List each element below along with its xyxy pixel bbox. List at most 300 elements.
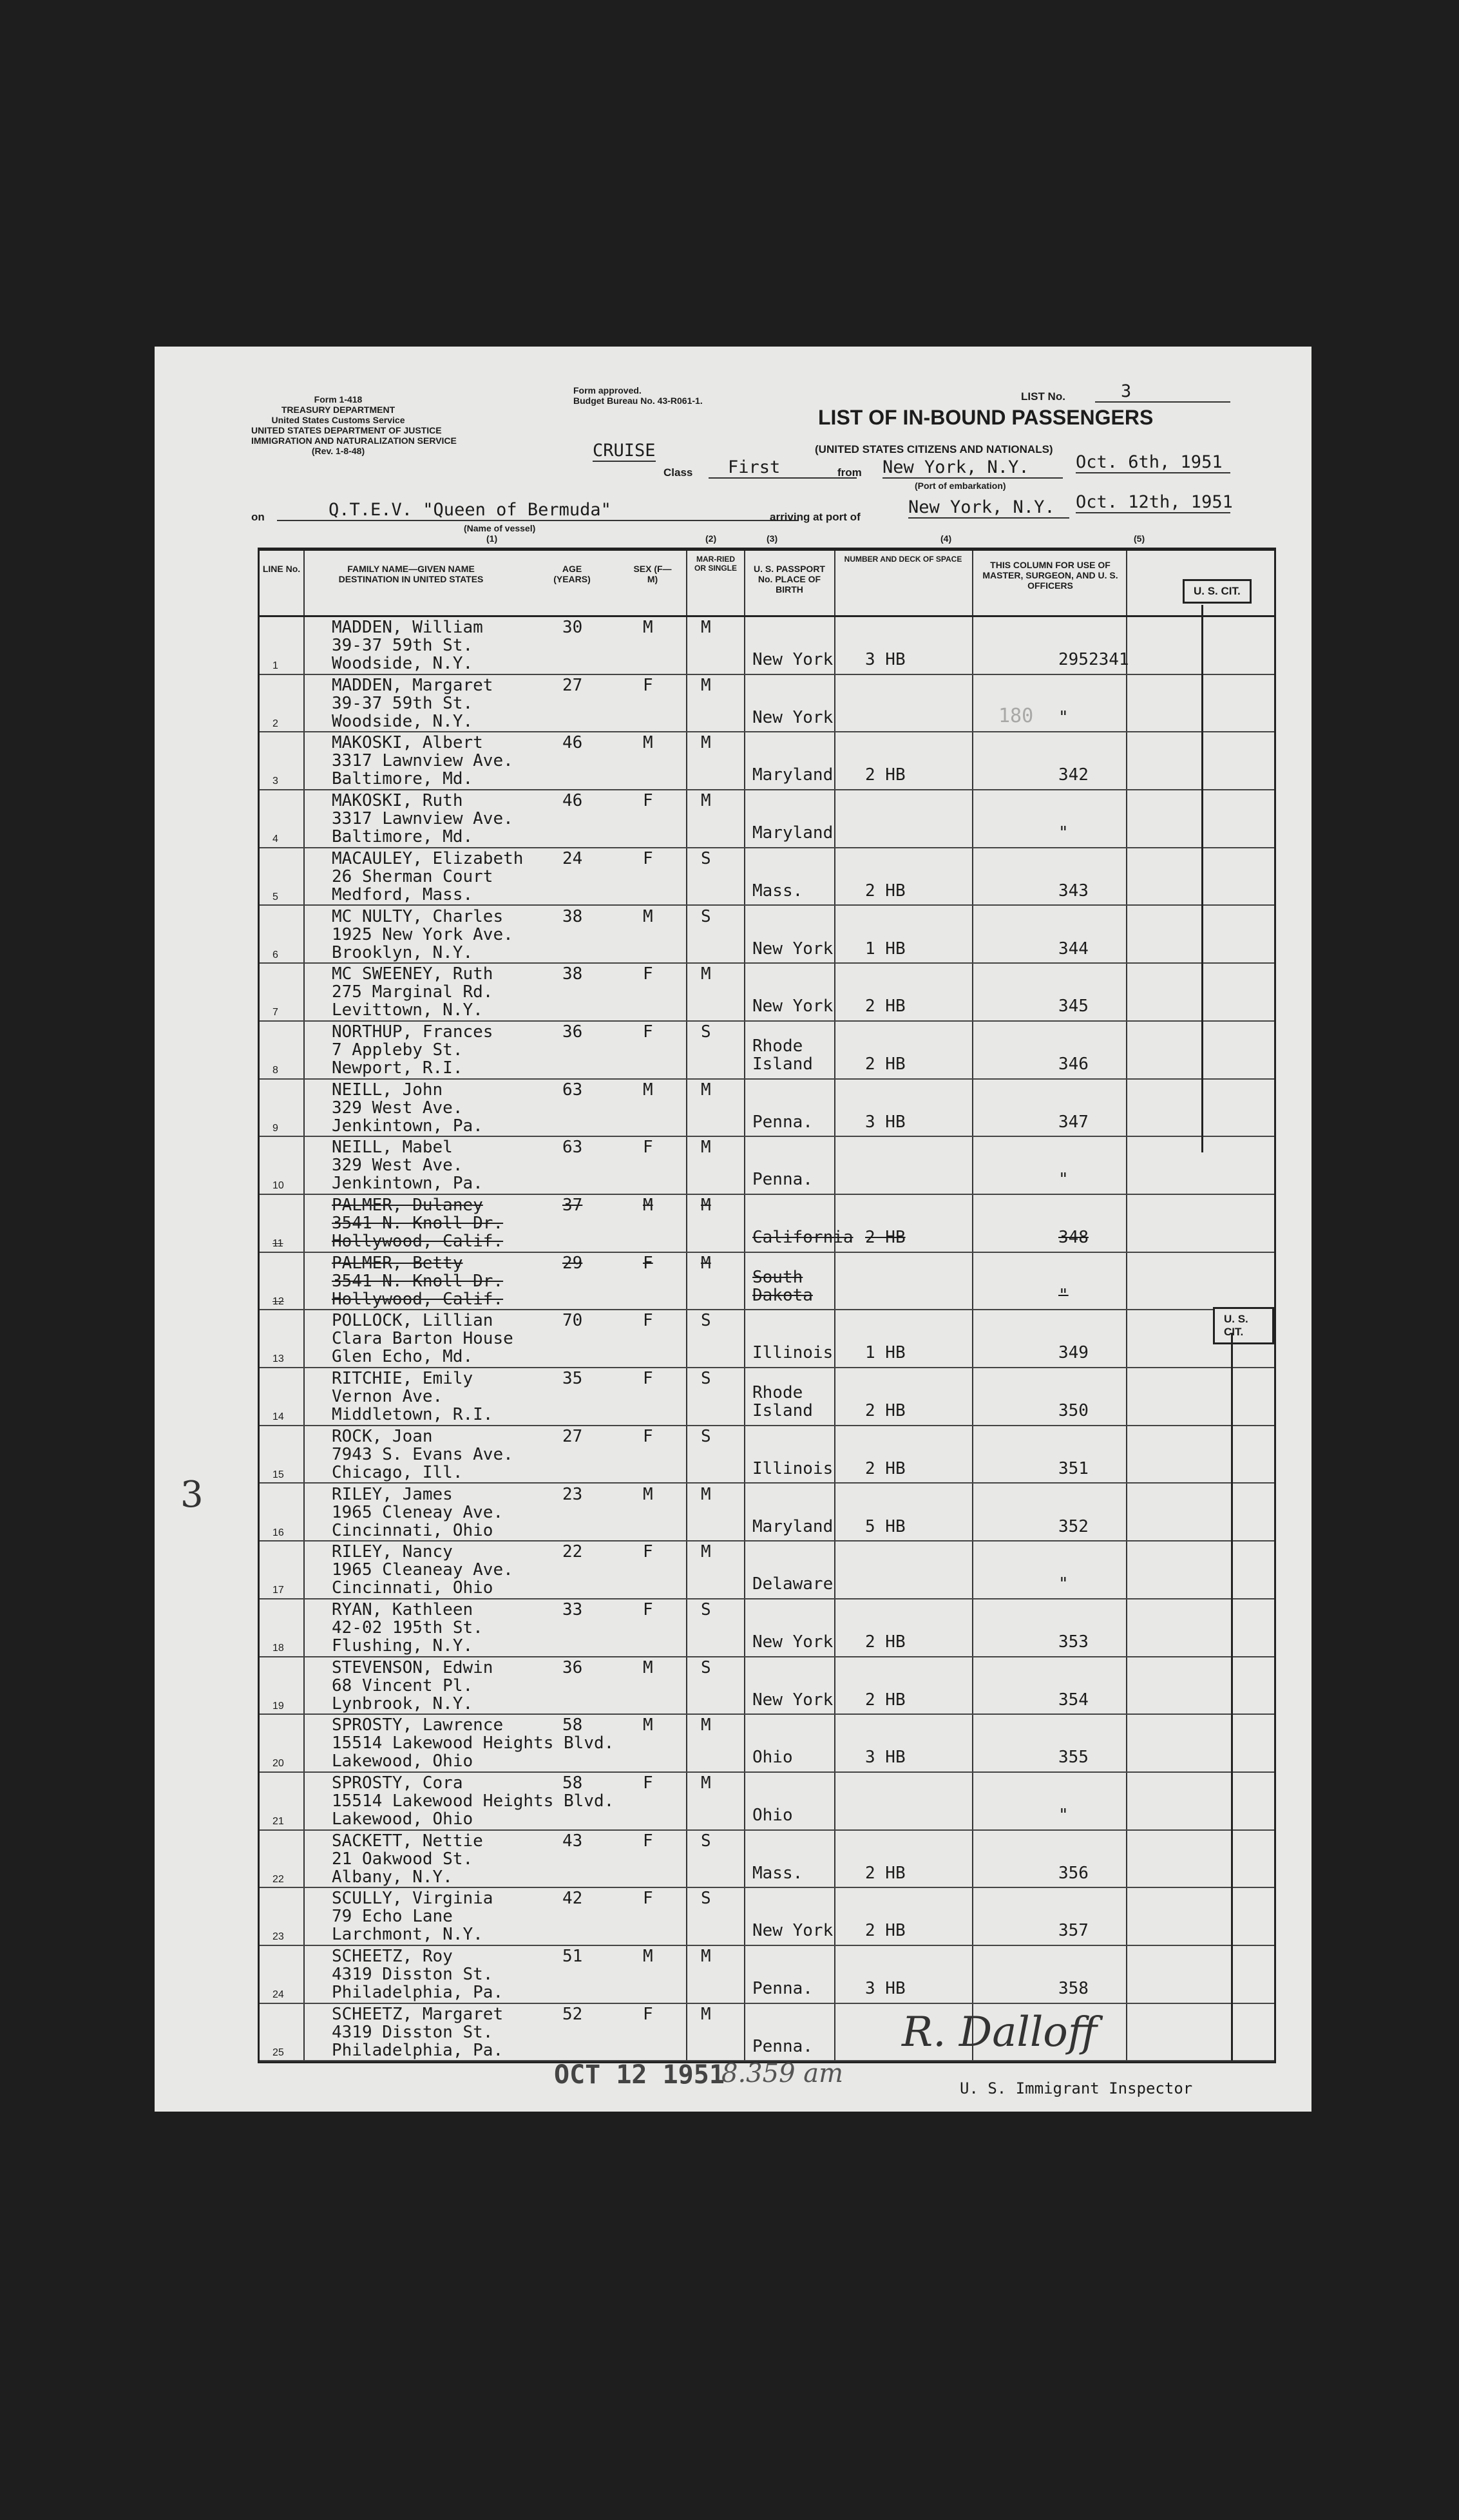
passenger-destination: Lakewood, Ohio <box>332 1809 473 1829</box>
marital-status: M <box>701 1080 711 1100</box>
passenger-address: 3541 N. Knoll Dr. <box>332 1271 504 1291</box>
passenger-sex: F <box>643 1311 653 1331</box>
place-of-birth: Rhode <box>752 1036 803 1056</box>
handwritten-time: 8.359 am <box>721 2059 844 2088</box>
column-number-2: (2) <box>705 533 717 544</box>
form-revision: (Rev. 1-8-48) <box>311 446 365 456</box>
page-subtitle: (UNITED STATES CITIZENS AND NATIONALS) <box>815 443 1053 455</box>
passenger-name: MADDEN, Margaret <box>332 675 493 695</box>
col-header-name: FAMILY NAME—GIVEN NAME DESTINATION IN UNITED STATES <box>338 564 484 584</box>
line-number: 14 <box>272 1411 284 1423</box>
passenger-destination: Philadelphia, Pa. <box>332 2040 504 2060</box>
table-row <box>260 1599 1274 1657</box>
space-number: 2 HB <box>865 1054 906 1074</box>
cruise-label: CRUISE <box>593 441 656 461</box>
officer-number: 347 <box>1058 1112 1089 1132</box>
line-number: 16 <box>272 1527 284 1538</box>
passenger-name: MADDEN, William <box>332 618 483 637</box>
place-of-birth: Maryland <box>752 823 834 843</box>
marital-status: M <box>701 1484 711 1504</box>
line-number: 7 <box>272 1007 278 1018</box>
marital-status: M <box>701 1196 711 1215</box>
passenger-age: 29 <box>562 1253 583 1273</box>
passenger-sex: M <box>643 906 653 926</box>
table-row <box>260 1542 1274 1599</box>
line-number: 18 <box>272 1642 284 1654</box>
passenger-destination: Jenkintown, Pa. <box>332 1174 483 1194</box>
passenger-address: 3317 Lawnview Ave. <box>332 751 513 771</box>
officer-number: 2952341 <box>1058 650 1129 669</box>
passenger-address: Clara Barton House <box>332 1329 513 1349</box>
place-of-birth: New York <box>752 997 834 1017</box>
table-row <box>260 1484 1274 1542</box>
line-number: 19 <box>272 1700 284 1712</box>
officer-number: 357 <box>1058 1921 1089 1941</box>
officer-number: " <box>1058 1285 1069 1305</box>
passenger-age: 36 <box>562 1657 583 1677</box>
passenger-destination: Woodside, N.Y. <box>332 654 473 673</box>
treasury-dept: TREASURY DEPARTMENT <box>281 405 396 415</box>
line-number: 4 <box>272 834 278 845</box>
place-of-birth: New York <box>752 1690 834 1710</box>
line-number: 9 <box>272 1122 278 1134</box>
passenger-name: RILEY, Nancy <box>332 1542 453 1562</box>
passenger-destination: Hollywood, Calif. <box>332 1232 504 1251</box>
line-number: 10 <box>272 1180 284 1192</box>
space-number: 1 HB <box>865 939 906 959</box>
line-number: 20 <box>272 1758 284 1770</box>
place-of-birth: Illinois <box>752 1458 834 1478</box>
table-row <box>260 1426 1274 1484</box>
marital-status: M <box>701 1715 711 1735</box>
passenger-destination: Baltimore, Md. <box>332 769 473 789</box>
class-label: Class <box>663 466 693 479</box>
passenger-name: SCULLY, Virginia <box>332 1889 493 1909</box>
arrival-port: New York, N.Y. <box>908 497 1069 519</box>
officer-number: 351 <box>1058 1458 1089 1478</box>
passenger-address: 1925 New York Ave. <box>332 924 513 944</box>
table-row <box>260 1831 1274 1889</box>
marital-status: M <box>701 675 711 695</box>
table-row <box>260 2004 1274 2062</box>
passenger-destination: Glen Echo, Md. <box>332 1347 473 1367</box>
us-citizen-bracket <box>1201 605 1203 1152</box>
line-number: 5 <box>272 891 278 902</box>
passenger-destination: Chicago, Ill. <box>332 1462 463 1482</box>
passenger-destination: Cincinnati, Ohio <box>332 1578 493 1598</box>
table-row <box>260 1195 1274 1253</box>
passenger-sex: F <box>643 791 653 811</box>
place-of-birth: Maryland <box>752 765 834 785</box>
passenger-age: 42 <box>562 1889 583 1909</box>
line-number: 23 <box>272 1931 284 1943</box>
space-number: 5 HB <box>865 1516 906 1536</box>
table-row <box>260 848 1274 906</box>
place-of-birth: Mass. <box>752 881 803 901</box>
vessel-caption: (Name of vessel) <box>464 523 536 533</box>
marital-status: M <box>701 1947 711 1967</box>
passenger-name: MC NULTY, Charles <box>332 906 504 926</box>
date-stamp: OCT 12 1951 <box>554 2060 725 2090</box>
table-row <box>260 1773 1274 1831</box>
passenger-destination: Philadelphia, Pa. <box>332 1983 504 2003</box>
place-of-birth: Penna. <box>752 1979 813 1999</box>
officer-number: 356 <box>1058 1863 1089 1883</box>
marital-status: M <box>701 618 711 637</box>
table-row <box>260 1657 1274 1715</box>
passenger-destination: Hollywood, Calif. <box>332 1289 504 1309</box>
officer-number: 358 <box>1058 1979 1089 1999</box>
class-value: First <box>709 457 857 479</box>
passenger-name: NEILL, Mabel <box>332 1138 453 1158</box>
arrival-date <box>1076 492 1233 513</box>
column-number-5: (5) <box>1134 533 1145 544</box>
passenger-age: 27 <box>562 1426 583 1446</box>
passenger-address: 4319 Disston St. <box>332 2022 493 2042</box>
us-citizen-box: U. S. CIT. <box>1183 579 1252 604</box>
space-number: 2 HB <box>865 1401 906 1421</box>
place-of-birth: Ohio <box>752 1806 793 1825</box>
line-number: 15 <box>272 1469 284 1480</box>
passenger-age: 37 <box>562 1196 583 1215</box>
passenger-address: 3541 N. Knoll Dr. <box>332 1214 504 1233</box>
col-header-officers: THIS COLUMN FOR USE OF MASTER, SURGEON, AND U. S. OFFICERS <box>982 560 1118 591</box>
space-number: 3 HB <box>865 1748 906 1768</box>
officer-number: " <box>1058 1806 1069 1825</box>
column-number-1: (1) <box>486 533 498 544</box>
space-number: 2 HB <box>865 1632 906 1652</box>
passenger-age: 38 <box>562 964 583 984</box>
passenger-name: STEVENSON, Edwin <box>332 1657 493 1677</box>
list-number: 3 <box>1095 381 1230 403</box>
passenger-destination: Larchmont, N.Y. <box>332 1925 483 1945</box>
officer-number: 348 <box>1058 1228 1089 1247</box>
passenger-name: RYAN, Kathleen <box>332 1599 473 1619</box>
passenger-name: POLLOCK, Lillian <box>332 1311 493 1331</box>
line-number: 17 <box>272 1585 284 1596</box>
col-header-married: MAR-RIED OR SINGLE <box>694 555 737 573</box>
officer-number: 354 <box>1058 1690 1089 1710</box>
passenger-sex: M <box>643 1080 653 1100</box>
line-number: 2 <box>272 718 278 729</box>
line-number: 22 <box>272 1873 284 1885</box>
place-of-birth: Penna. <box>752 1170 813 1190</box>
passenger-address: 329 West Ave. <box>332 1156 463 1176</box>
passenger-sex: M <box>643 1484 653 1504</box>
officer-number: 342 <box>1058 765 1089 785</box>
us-citizen-bracket <box>1231 1333 1233 2061</box>
table-row <box>260 1368 1274 1426</box>
faint-number: 180 <box>998 705 1034 727</box>
passenger-age: 43 <box>562 1831 583 1851</box>
place-of-birth-line2: Dakota <box>752 1285 813 1305</box>
passenger-sex: M <box>643 1657 653 1677</box>
place-of-birth: New York <box>752 939 834 959</box>
arrival-date-text: Oct. 12th, 19 <box>1076 492 1212 512</box>
approval-text: Form approved. <box>573 385 642 396</box>
passenger-name: RILEY, James <box>332 1484 453 1504</box>
passenger-table <box>258 548 1276 2063</box>
place-of-birth: New York <box>752 1632 834 1652</box>
embark-caption: (Port of embarkation) <box>915 481 1006 491</box>
table-row <box>260 1137 1274 1195</box>
passenger-age: 63 <box>562 1080 583 1100</box>
passenger-name: NORTHUP, Frances <box>332 1022 493 1042</box>
officer-number: 349 <box>1058 1343 1089 1363</box>
marital-status: M <box>701 2004 711 2024</box>
passenger-name: SPROSTY, Cora <box>332 1773 463 1793</box>
form-header <box>251 394 457 456</box>
passenger-sex: F <box>643 1369 653 1389</box>
officer-number: 355 <box>1058 1748 1089 1768</box>
passenger-age: 24 <box>562 848 583 868</box>
passenger-destination: Flushing, N.Y. <box>332 1636 473 1656</box>
passenger-age: 27 <box>562 675 583 695</box>
marital-status: M <box>701 1138 711 1158</box>
passenger-age: 30 <box>562 618 583 637</box>
passenger-sex: F <box>643 964 653 984</box>
passenger-age: 58 <box>562 1715 583 1735</box>
space-number: 3 HB <box>865 650 906 669</box>
ins-service: IMMIGRATION AND NATURALIZATION SERVICE <box>251 435 457 446</box>
officer-number: " <box>1058 707 1069 727</box>
marital-status: M <box>701 733 711 753</box>
passenger-age: 46 <box>562 733 583 753</box>
arrival-year: 51 <box>1212 492 1233 512</box>
officer-number: " <box>1058 823 1069 843</box>
col-header-space: NUMBER AND DECK OF SPACE <box>844 555 962 564</box>
passenger-destination: Lynbrook, N.Y. <box>332 1694 473 1713</box>
space-number: 3 HB <box>865 1979 906 1999</box>
passenger-address: 68 Vincent Pl. <box>332 1675 473 1695</box>
passenger-address: 4319 Disston St. <box>332 1965 493 1985</box>
passenger-address: 39-37 59th St. <box>332 636 473 655</box>
space-number: 2 HB <box>865 1458 906 1478</box>
table-row <box>260 1946 1274 2004</box>
place-of-birth: New York <box>752 707 834 727</box>
marital-status: M <box>701 1542 711 1562</box>
budget-number: Budget Bureau No. 43-R061-1. <box>573 396 703 406</box>
passenger-age: 35 <box>562 1369 583 1389</box>
space-number: 2 HB <box>865 881 906 901</box>
line-number: 21 <box>272 1816 284 1827</box>
officer-number: 346 <box>1058 1054 1089 1074</box>
passenger-name: SCHEETZ, Roy <box>332 1947 453 1967</box>
place-of-birth: Ohio <box>752 1748 793 1768</box>
officer-number: " <box>1058 1170 1069 1190</box>
marital-status: S <box>701 1426 711 1446</box>
passenger-name: SACKETT, Nettie <box>332 1831 483 1851</box>
passenger-sex: F <box>643 2004 653 2024</box>
line-number: 3 <box>272 776 278 787</box>
place-of-birth: Maryland <box>752 1516 834 1536</box>
passenger-name: NEILL, John <box>332 1080 443 1100</box>
passenger-age: 51 <box>562 1947 583 1967</box>
line-number: 11 <box>272 1238 283 1249</box>
marital-status: S <box>701 1831 711 1851</box>
inspector-signature: R. Dalloff <box>902 2009 1098 2056</box>
customs-service: United States Customs Service <box>271 415 405 425</box>
passenger-destination: Middletown, R.I. <box>332 1405 493 1425</box>
passenger-name: PALMER, Betty <box>332 1253 463 1273</box>
passenger-address: Vernon Ave. <box>332 1387 443 1407</box>
justice-dept: UNITED STATES DEPARTMENT OF JUSTICE <box>251 425 442 435</box>
marital-status: S <box>701 1657 711 1677</box>
passenger-name: RITCHIE, Emily <box>332 1369 473 1389</box>
passenger-sex: M <box>643 1947 653 1967</box>
passenger-address: 1965 Cleneay Ave. <box>332 1502 504 1522</box>
marital-status: M <box>701 1773 711 1793</box>
place-of-birth: New York <box>752 1921 834 1941</box>
embark-port: New York, N.Y. <box>882 457 1063 479</box>
space-number: 2 HB <box>865 1863 906 1883</box>
marital-status: S <box>701 1889 711 1909</box>
passenger-name: SCHEETZ, Margaret <box>332 2004 504 2024</box>
line-number: 13 <box>272 1353 284 1365</box>
passenger-sex: F <box>643 1542 653 1562</box>
passenger-age: 38 <box>562 906 583 926</box>
passenger-address: 21 Oakwood St. <box>332 1849 473 1869</box>
passenger-name: MACAULEY, Elizabeth <box>332 848 524 868</box>
marital-status: S <box>701 1311 711 1331</box>
col-header-line: LINE No. <box>262 564 301 574</box>
passenger-sex: M <box>643 733 653 753</box>
table-row <box>260 732 1274 790</box>
table-row <box>260 964 1274 1022</box>
passenger-sex: F <box>643 1022 653 1042</box>
passenger-age: 36 <box>562 1022 583 1042</box>
marital-status: S <box>701 1022 711 1042</box>
officer-number: " <box>1058 1574 1069 1594</box>
passenger-sex: F <box>643 1138 653 1158</box>
col-header-age: AGE (YEARS) <box>553 564 591 584</box>
inspector-caption: U. S. Immigrant Inspector <box>960 2079 1193 2097</box>
space-number: 2 HB <box>865 1690 906 1710</box>
from-label: from <box>837 466 862 479</box>
line-number: 6 <box>272 949 278 960</box>
passenger-destination: Lakewood, Ohio <box>332 1752 473 1771</box>
space-number: 2 HB <box>865 765 906 785</box>
place-of-birth-line2: Island <box>752 1054 813 1074</box>
passenger-sex: M <box>643 618 653 637</box>
place-of-birth: Illinois <box>752 1343 834 1363</box>
officer-number: 343 <box>1058 881 1089 901</box>
marital-status: S <box>701 848 711 868</box>
passenger-sex: M <box>643 1196 653 1215</box>
space-number: 2 HB <box>865 1228 906 1247</box>
place-of-birth-line2: Island <box>752 1401 813 1421</box>
passenger-sex: F <box>643 848 653 868</box>
passenger-address: 39-37 59th St. <box>332 693 473 713</box>
marital-status: M <box>701 791 711 811</box>
passenger-destination: Albany, N.Y. <box>332 1867 453 1887</box>
passenger-name: PALMER, Dulaney <box>332 1196 483 1215</box>
officer-number: 344 <box>1058 939 1089 959</box>
passenger-sex: F <box>643 1831 653 1851</box>
margin-mark: 3 <box>180 1474 204 1516</box>
table-row <box>260 906 1274 964</box>
on-label: on <box>251 511 265 523</box>
officer-number: 350 <box>1058 1401 1089 1421</box>
column-number-3: (3) <box>767 533 778 544</box>
us-citizen-box: U. S. CIT. <box>1213 1307 1274 1344</box>
passenger-address: 79 Echo Lane <box>332 1907 453 1927</box>
passenger-address: 15514 Lakewood Heights Blvd. <box>332 1733 615 1753</box>
passenger-age: 63 <box>562 1138 583 1158</box>
passenger-age: 70 <box>562 1311 583 1331</box>
place-of-birth: Penna. <box>752 2036 813 2056</box>
manifest-sheet <box>155 347 1311 2112</box>
passenger-sex: F <box>643 675 653 695</box>
passenger-destination: Baltimore, Md. <box>332 827 473 847</box>
table-row <box>260 1310 1274 1368</box>
place-of-birth: Delaware <box>752 1574 834 1594</box>
passenger-address: 42-02 195th St. <box>332 1618 483 1637</box>
passenger-address: 26 Sherman Court <box>332 866 493 886</box>
passenger-destination: Cincinnati, Ohio <box>332 1520 493 1540</box>
col-header-passport: U. S. PASSPORT No. PLACE OF BIRTH <box>754 564 825 595</box>
line-number: 24 <box>272 1989 284 2001</box>
table-row <box>260 675 1274 733</box>
page-title: LIST OF IN-BOUND PASSENGERS <box>818 406 1154 429</box>
table-row <box>260 790 1274 848</box>
passenger-sex: M <box>643 1715 653 1735</box>
space-number: 2 HB <box>865 997 906 1017</box>
officer-number: 345 <box>1058 997 1089 1017</box>
table-row <box>260 1253 1274 1311</box>
form-approval <box>573 385 703 406</box>
marital-status: S <box>701 906 711 926</box>
table-row <box>260 617 1274 675</box>
column-number-4: (4) <box>940 533 952 544</box>
passenger-address: 7943 S. Evans Ave. <box>332 1444 513 1464</box>
depart-date-text: Oct. 6th, 19 <box>1076 452 1202 472</box>
passenger-destination: Brooklyn, N.Y. <box>332 942 473 962</box>
passenger-name: MC SWEENEY, Ruth <box>332 964 493 984</box>
marital-status: M <box>701 1253 711 1273</box>
passenger-address: 329 West Ave. <box>332 1098 463 1118</box>
table-row <box>260 1888 1274 1946</box>
vessel-name: Q.T.E.V. "Queen of Bermuda" <box>277 500 799 521</box>
depart-date <box>1076 452 1230 473</box>
place-of-birth: New York <box>752 650 834 669</box>
passenger-sex: F <box>643 1599 653 1619</box>
passenger-address: 275 Marginal Rd. <box>332 982 493 1002</box>
place-of-birth: California <box>752 1228 853 1247</box>
place-of-birth: South <box>752 1267 803 1287</box>
passenger-sex: F <box>643 1426 653 1446</box>
passenger-address: 1965 Cleaneay Ave. <box>332 1560 513 1580</box>
space-number: 3 HB <box>865 1112 906 1132</box>
passenger-destination: Levittown, N.Y. <box>332 1000 483 1020</box>
depart-year: 51 <box>1201 452 1223 472</box>
place-of-birth: Mass. <box>752 1863 803 1883</box>
passenger-age: 23 <box>562 1484 583 1504</box>
marital-status: S <box>701 1599 711 1619</box>
officer-number: 352 <box>1058 1516 1089 1536</box>
passenger-age: 33 <box>562 1599 583 1619</box>
arriving-label: arriving at port of <box>770 511 861 523</box>
passenger-destination: Jenkintown, Pa. <box>332 1116 483 1136</box>
passenger-sex: F <box>643 1773 653 1793</box>
passenger-name: SPROSTY, Lawrence <box>332 1715 504 1735</box>
marital-status: M <box>701 964 711 984</box>
col-header-sex: SEX (F—M) <box>633 564 672 584</box>
passenger-destination: Woodside, N.Y. <box>332 711 473 731</box>
space-number: 1 HB <box>865 1343 906 1363</box>
passenger-destination: Medford, Mass. <box>332 884 473 904</box>
table-row <box>260 1022 1274 1080</box>
